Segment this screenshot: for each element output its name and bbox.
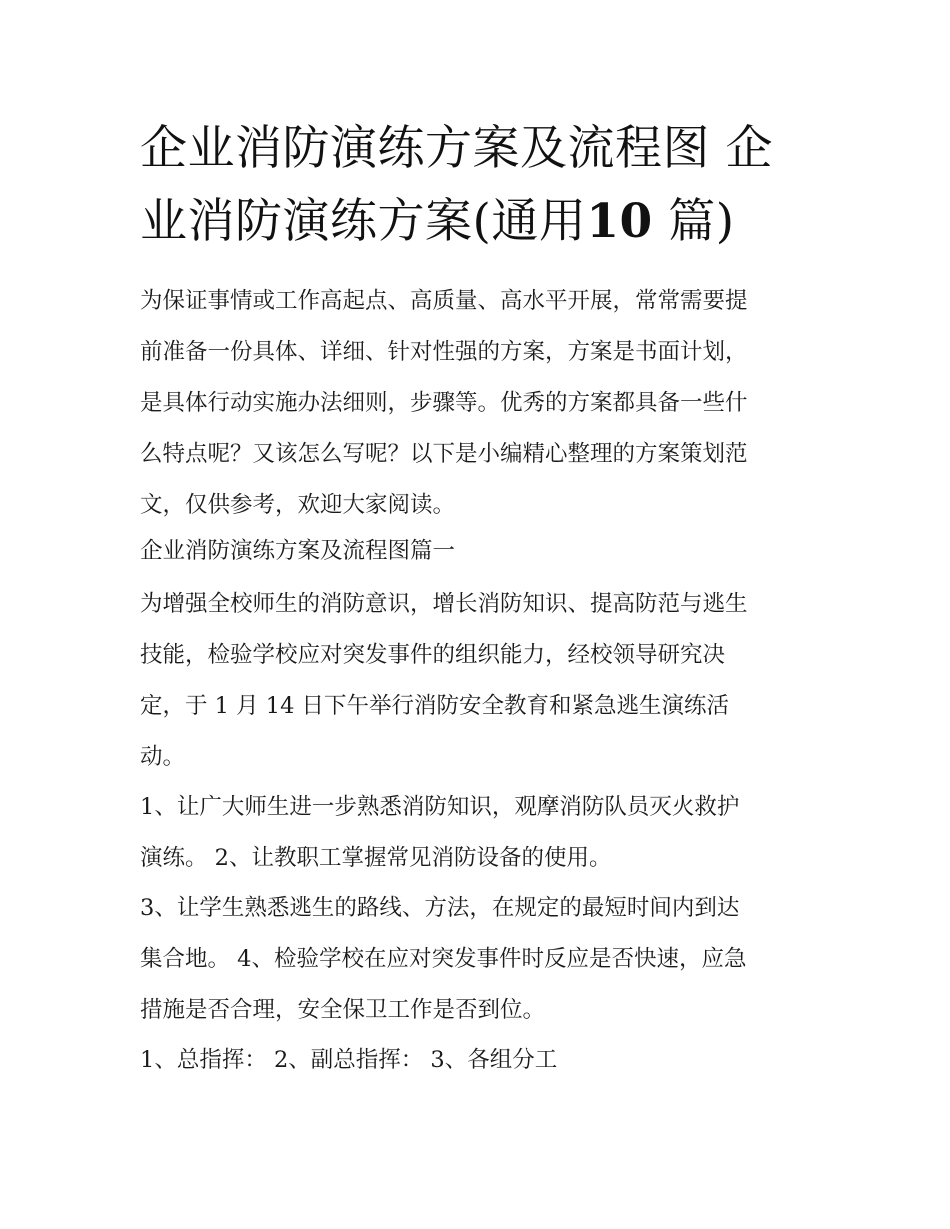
org-line: 1、总指挥： 2、副总指挥： 3、各组分工 xyxy=(140,1047,558,1073)
goal-line-2: 演练。 2、让教职工掌握常见消防设备的使用。 xyxy=(140,845,612,871)
intro-line-2: 前准备一份具体、详细、针对性强的方案，方案是书面计划， xyxy=(140,339,748,365)
goal-line-4: 集合地。 4、检验学校在应对突发事件时反应是否快速，应急 xyxy=(140,946,747,972)
title-line-1: 企业消防演练方案及流程图 企 xyxy=(140,121,773,176)
intro-line-4: 么特点呢？又该怎么写呢？以下是小编精心整理的方案策划范 xyxy=(140,441,748,467)
title-line-2 xyxy=(140,185,820,258)
goal-line-1: 1、让广大师生进一步熟悉消防知识，观摩消防队员灭火救护 xyxy=(140,794,740,820)
goals-paragraph-a xyxy=(140,782,820,884)
goals-paragraph-b xyxy=(140,883,820,1036)
intro-line-1: 为保证事情或工作高起点、高质量、高水平开展，常常需要提 xyxy=(140,288,748,314)
purpose-line-2: 技能，检验学校应对突发事件的组织能力，经校领导研究决 xyxy=(140,642,726,668)
section-heading-text: 企业消防演练方案及流程图篇一 xyxy=(140,538,456,564)
purpose-line-3: 定，于 1 月 14 日下午举行消防安全教育和紧急逃生演练活 xyxy=(140,693,730,719)
purpose-paragraph xyxy=(140,579,820,783)
title-line-2-text: 业消防演练方案(通用 xyxy=(140,194,587,249)
goal-line-3: 3、让学生熟悉逃生的路线、方法，在规定的最短时间内到达 xyxy=(140,895,740,921)
intro-line-3: 是具体行动实施办法细则，步骤等。优秀的方案都具备一些什 xyxy=(140,390,748,416)
goal-line-5: 措施是否合理，安全保卫工作是否到位。 xyxy=(140,997,546,1023)
organization-paragraph xyxy=(140,1035,820,1086)
purpose-line-1: 为增强全校师生的消防意识，增长消防知识、提高防范与逃生 xyxy=(140,591,748,617)
purpose-line-4: 动。 xyxy=(140,744,186,770)
section-heading xyxy=(140,528,820,574)
intro-line-5: 文，仅供参考，欢迎大家阅读。 xyxy=(140,492,456,518)
intro-paragraph xyxy=(140,276,820,531)
document-title xyxy=(140,112,820,258)
title-line-2-end: 篇) xyxy=(652,194,735,249)
title-number: 10 xyxy=(586,194,653,249)
